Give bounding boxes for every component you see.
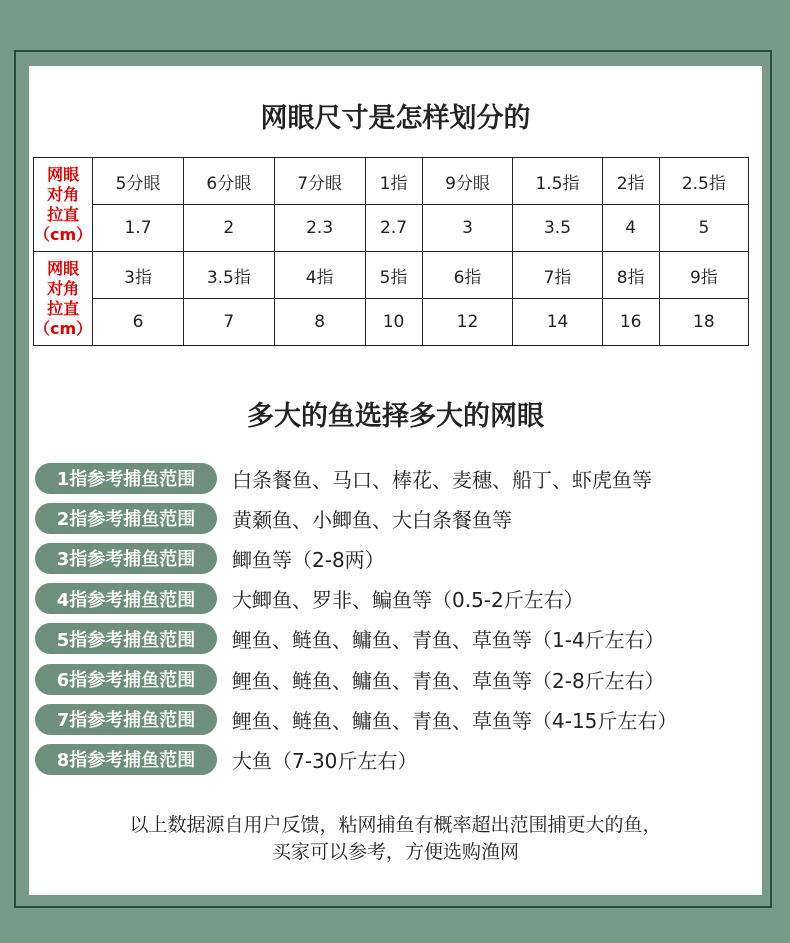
diagonal-value-cell: 7 [183, 299, 274, 346]
table-row [34, 252, 749, 299]
diagonal-value-cell: 2 [183, 205, 274, 252]
row-header: 网眼 对角 拉直 （cm） [34, 158, 93, 252]
diagonal-value-cell: 1.7 [93, 205, 184, 252]
range-fish-list: 大鲫鱼、罗非、鳊鱼等（0.5-2斤左右） [232, 588, 584, 613]
mesh-size-cell: 3.5指 [183, 252, 274, 299]
range-fish-list: 黄颡鱼、小鲫鱼、大白条餐鱼等 [232, 507, 512, 532]
list-item [35, 699, 677, 739]
list-item [35, 619, 677, 659]
mesh-size-cell: 6指 [422, 252, 513, 299]
list-item [35, 498, 677, 538]
row-header: 网眼 对角 拉直 （cm） [34, 252, 93, 346]
diagonal-value-cell: 3.5 [513, 205, 602, 252]
mesh-size-cell: 2指 [602, 158, 659, 205]
diagonal-value-cell: 2.7 [365, 205, 422, 252]
mesh-size-cell: 9分眼 [422, 158, 513, 205]
diagonal-value-cell: 16 [602, 299, 659, 346]
range-label-badge: 4指参考捕鱼范围 [35, 583, 217, 614]
range-label-badge: 2指参考捕鱼范围 [35, 503, 217, 534]
diagonal-value-cell: 6 [93, 299, 184, 346]
mesh-size-cell: 5分眼 [93, 158, 184, 205]
range-label-badge: 8指参考捕鱼范围 [35, 744, 217, 775]
diagonal-value-cell: 4 [602, 205, 659, 252]
mesh-size-cell: 1指 [365, 158, 422, 205]
range-fish-list: 大鱼（7-30斤左右） [232, 748, 418, 773]
mesh-size-cell: 4指 [274, 252, 365, 299]
mesh-size-cell: 5指 [365, 252, 422, 299]
list-item [35, 538, 677, 578]
mesh-size-cell: 9指 [659, 252, 748, 299]
range-label-badge: 6指参考捕鱼范围 [35, 664, 217, 695]
mesh-size-cell: 1.5指 [513, 158, 602, 205]
list-item [35, 579, 677, 619]
footer-line: 买家可以参考，方便选购渔网 [271, 841, 519, 863]
list-item [35, 458, 677, 498]
list-item [35, 739, 677, 779]
mesh-size-cell: 8指 [602, 252, 659, 299]
mesh-size-cell: 7指 [513, 252, 602, 299]
diagonal-value-cell: 2.3 [274, 205, 365, 252]
catch-range-list [35, 458, 677, 780]
mesh-size-cell: 2.5指 [659, 158, 748, 205]
fish-mesh-title: 多大的鱼选择多大的网眼 [247, 401, 544, 432]
range-fish-list: 鲤鱼、鲢鱼、鳙鱼、青鱼、草鱼等（1-4斤左右） [232, 628, 665, 653]
range-fish-list: 鲤鱼、鲢鱼、鳙鱼、青鱼、草鱼等（2-8斤左右） [232, 668, 665, 693]
mesh-size-title: 网眼尺寸是怎样划分的 [260, 103, 531, 134]
content-card [29, 66, 762, 895]
footer-note [29, 812, 762, 866]
range-fish-list: 鲫鱼等（2-8两） [232, 547, 385, 572]
range-label-badge: 7指参考捕鱼范围 [35, 704, 217, 735]
range-label-badge: 5指参考捕鱼范围 [35, 623, 217, 654]
table-row [34, 299, 749, 346]
table-row [34, 205, 749, 252]
range-label-badge: 3指参考捕鱼范围 [35, 543, 217, 574]
diagonal-value-cell: 10 [365, 299, 422, 346]
list-item [35, 659, 677, 699]
mesh-size-table [33, 157, 749, 346]
diagonal-value-cell: 12 [422, 299, 513, 346]
range-label-badge: 1指参考捕鱼范围 [35, 463, 217, 494]
mesh-size-cell: 3指 [93, 252, 184, 299]
diagonal-value-cell: 14 [513, 299, 602, 346]
mesh-size-cell: 7分眼 [274, 158, 365, 205]
diagonal-value-cell: 3 [422, 205, 513, 252]
footer-line: 以上数据源自用户反馈，粘网捕鱼有概率超出范围捕更大的鱼， [129, 814, 662, 836]
mesh-size-cell: 6分眼 [183, 158, 274, 205]
diagonal-value-cell: 18 [659, 299, 748, 346]
range-fish-list: 鲤鱼、鲢鱼、鳙鱼、青鱼、草鱼等（4-15斤左右） [232, 708, 678, 733]
range-fish-list: 白条餐鱼、马口、棒花、麦穗、船丁、虾虎鱼等 [232, 467, 652, 492]
diagonal-value-cell: 8 [274, 299, 365, 346]
table-row [34, 158, 749, 205]
diagonal-value-cell: 5 [659, 205, 748, 252]
